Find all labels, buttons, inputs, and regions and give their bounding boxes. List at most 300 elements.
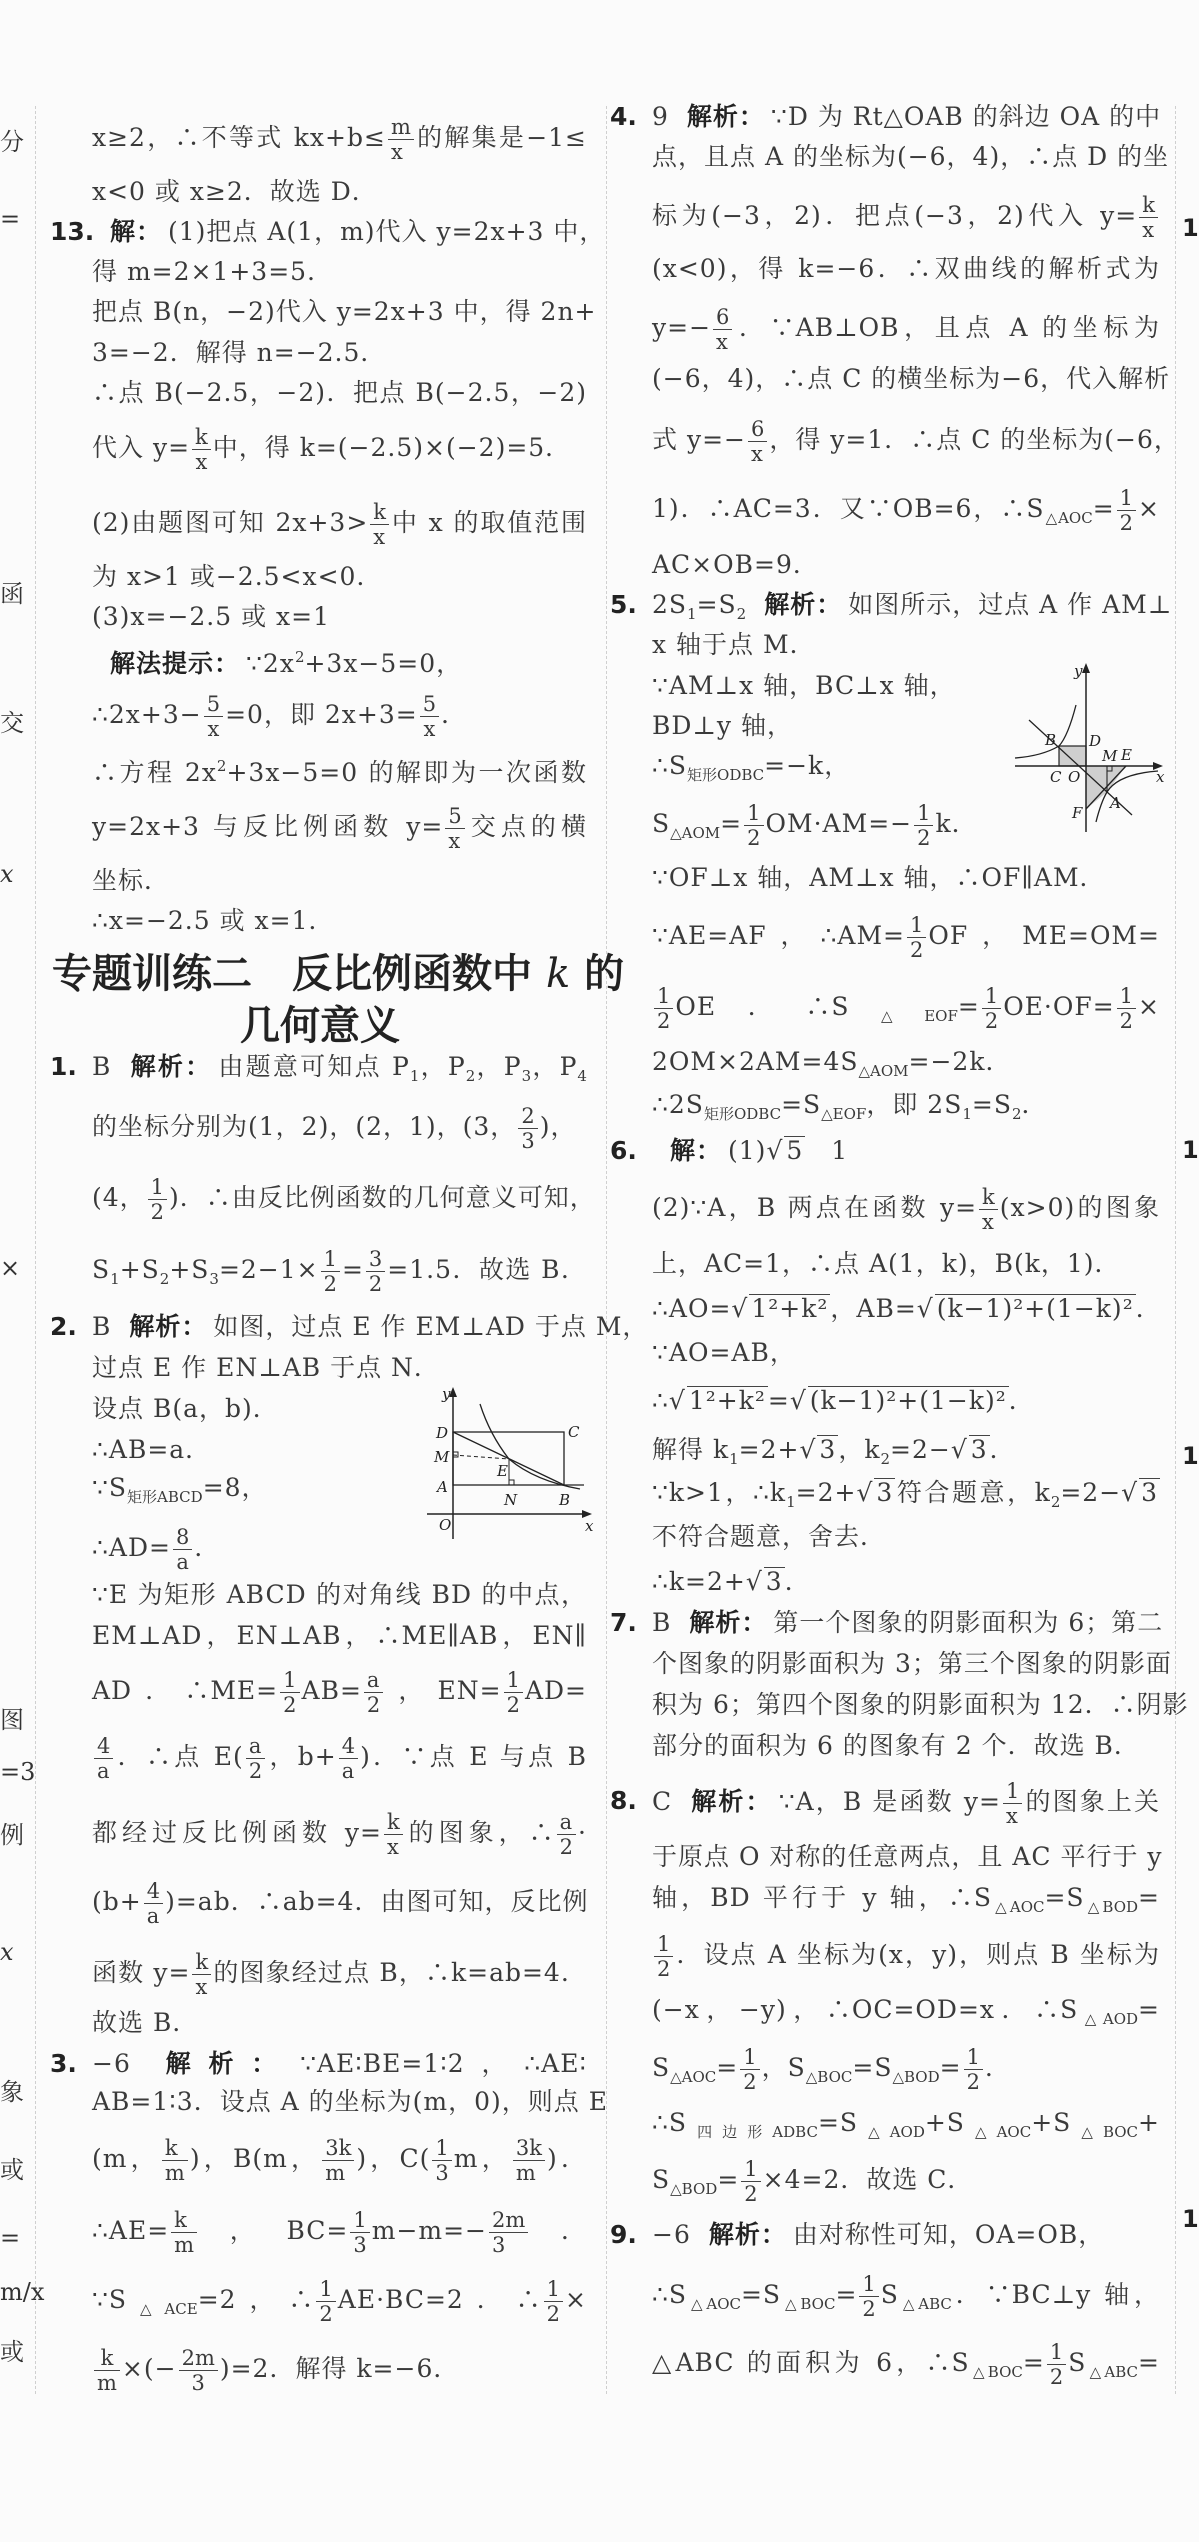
text-line [610,1779,1160,1828]
radical-sign: √ [668,1386,685,1415]
text-run: ． [784,1567,811,1596]
radical-sign: √ [766,1136,783,1165]
text-run: ∴S [652,2108,688,2137]
text-run: S [652,2165,671,2194]
text-run: ．设点 A 坐标为(x，y)，则点 B 坐标为 [675,1940,1160,1969]
text-run: 轴，BD 平行于 y 轴，∴S [652,1883,993,1912]
fraction-denominator: 2 [506,1693,520,1717]
radicand: 3 [970,1435,988,1464]
subscript: △AOD [858,2123,925,2141]
text-run: 第一个图象的阴影面积为 6；第二 [773,1608,1164,1637]
text-run: 2OM×2AM=4S [652,1047,859,1076]
fraction-numerator: k [171,2208,197,2233]
text-run: 标为(−3，2)．把点(−3，2)代入 y= [652,201,1138,230]
square-root [951,1435,990,1464]
fraction [192,425,211,474]
fraction-denominator: 3 [521,1129,535,1153]
fraction [162,2136,188,2185]
text-run: OE·OF= [1003,992,1115,1021]
text-run: ∵E 为矩形 ABCD 的对角线 BD 的中点， [92,1580,587,1609]
margin-fragment-left: 图 [0,1706,24,1734]
text-run: ．∴点 E( [115,1742,244,1771]
fraction-numerator: 5 [420,692,439,717]
fraction-numerator: k [1139,193,1158,218]
fraction-denominator: m [174,2233,195,2257]
text-line [652,1876,1160,1920]
fraction-denominator: x [195,1975,208,1999]
margin-fragment-left: = [0,205,21,233]
analysis-label: 解析： [690,1787,773,1816]
margin-fragment-left: × [0,1254,21,1282]
subscript: 矩形ODBC [687,766,765,784]
text-run: 上，AC=1，∴点 A(1，k)，B(k，1)． [652,1249,1121,1278]
text-run: ∵2x [246,649,295,678]
text-run: = [716,2053,739,2082]
text-run: (2)由题图可知 2x+3> [92,508,369,537]
fraction [384,1810,403,1859]
fraction-denominator: 2 [546,2302,561,2326]
text-run: )， [539,1112,577,1141]
fraction-numerator: 2m [179,2346,218,2371]
fraction-numerator: 1 [1117,984,1136,1009]
text-run: =2− [890,1435,951,1464]
fraction [94,2346,120,2395]
fig2-label-n: N [504,1491,518,1509]
question-number: 8. [610,1786,637,1815]
text-line [652,1515,1160,1559]
text-run: y=− [652,313,712,342]
margin-fragment-left: 象 [0,2078,24,2106]
fig2-label-x: x [585,1517,594,1535]
text-run: = [1138,1995,1160,2024]
analysis-label: 解析： [708,2220,787,2249]
text-run: =S [696,590,737,619]
text-run: =8， [202,1473,268,1502]
fraction-denominator: x [448,829,461,853]
radical-sign: √ [1121,1478,1138,1507]
radicand: 1²+k² [751,1294,829,1323]
subscript: 2 [880,1450,891,1468]
fraction-numerator: 1 [741,2157,760,2182]
text-line [92,2277,587,2326]
text-line [92,1668,587,1717]
fraction [420,692,439,741]
fraction-numerator: 5 [204,692,223,717]
analysis-label: 解析： [129,1052,213,1081]
subscript: △AOM [858,1062,909,1080]
text-run: (x>0)的图象 [999,1193,1160,1222]
fig2-label-m: M [434,1448,450,1466]
text-run: = [720,809,743,838]
text-run: (4， [92,1183,146,1212]
text-run: ，得 y=1．∴点 C 的坐标为(−6， [769,425,1180,454]
subscript: 四边形ADBC [687,2123,818,2141]
text-run: BD⊥y 轴， [652,711,793,740]
subscript: △BOC [1071,2123,1139,2141]
fig2-label-c: C [568,1423,580,1441]
text-run: x 轴于点 M． [652,630,816,659]
fig2-label-y: y [442,1385,451,1403]
fraction-numerator: k [979,1185,998,1210]
fraction [179,2346,218,2395]
section-heading-line1 [52,942,625,999]
fraction [907,913,926,962]
text-run: = [717,2165,740,2194]
fraction-numerator: k [162,2136,188,2161]
heading-k: k [545,951,571,997]
text-run: (x<0)，得 k=−6．∴双曲线的解析式为 [652,254,1160,283]
text-run: ∵D 为 Rt△OAB 的斜边 OA 的中 [770,102,1162,131]
fraction-numerator: a [246,1734,265,1759]
text-line [92,744,587,788]
fraction-denominator: a [146,1904,160,1928]
text-line [92,804,587,853]
fraction-numerator: 1 [1003,1779,1022,1804]
text-run: = [767,1386,790,1415]
text-run: S [92,1255,111,1284]
fraction [246,1734,265,1783]
text-run: 如图，过点 E 作 EM⊥AD 于点 M， [213,1312,649,1341]
subscript: △BOC [805,2068,853,2086]
text-line [92,1175,596,1224]
text-line [92,290,597,334]
text-run: ． [1021,1090,1048,1119]
text-line [652,2045,1160,2094]
fraction-numerator: 1 [148,1175,167,1200]
fraction-numerator: k [94,2346,120,2371]
fraction [914,801,933,850]
text-run: 都经过反比例函数 y= [92,1818,382,1847]
text-line [92,899,587,943]
text-run: =1.5．故选 B． [387,1255,587,1284]
text-line [652,1560,1160,1604]
fraction-numerator: k [192,1950,211,1975]
text-line [610,1601,1164,1645]
text-run: ，AB= [830,1294,917,1323]
margin-fragment-left: 函 [0,580,24,608]
fraction [713,305,732,354]
text-line [610,95,1162,139]
question-number: 3. [50,2049,77,2078]
margin-fragment-left: x [0,860,14,888]
text-run: (3)x=−2.5 或 x=1 [92,602,331,631]
text-run: ． [194,1533,221,1562]
text-line [652,856,1160,900]
text-run: S [652,2053,671,2082]
text-line [50,1305,649,1349]
figure-q2-rectangle-hyperbola [420,1385,595,1545]
text-run: + [1138,2108,1160,2137]
subscript: △AOC [992,1898,1045,1916]
text-line [92,170,587,214]
text-run: (1)把点 A(1，m)代入 y=2x+3 中， [168,217,606,246]
margin-fragment-left: m/x [0,2278,45,2306]
fraction-numerator: 1 [907,913,926,938]
text-run: ． [989,1435,1016,1464]
text-line [652,1083,1160,1127]
heading-text-end: 的 [584,951,625,997]
subscript: △AOM [670,824,721,842]
text-run: m−m=− [371,2216,488,2245]
fig5-label-d: D [1089,732,1102,750]
fraction-denominator: x [750,442,763,466]
subscript: 1 [687,605,697,623]
subscript: △ABC [898,2295,952,2313]
question-number: 7. [610,1608,637,1637]
fraction-denominator: 2 [917,826,931,850]
margin-fragment-left: 或 [0,2338,24,2366]
radicand: 5 [786,1136,804,1165]
text-run: (−x，−y)，∴OC=OD=x．∴S [652,1995,1079,2024]
text-run: ∵OF⊥x 轴，AM⊥x 轴，∴OF∥AM． [652,863,1106,892]
radicand: 3 [876,1478,894,1507]
text-line [652,486,1160,535]
text-line [92,859,587,903]
text-run: 解得 k [652,1435,730,1464]
text-run: ∴S [652,751,688,780]
column-divider-middle [606,106,607,2394]
fraction-denominator: m [325,2161,346,2185]
text-run: 符合题意，k [895,1478,1051,1507]
text-line [652,2272,1160,2321]
subscript: 2 [1011,1105,1022,1123]
text-run: = [1092,494,1115,523]
subscript: △ABC [1086,2363,1139,2381]
fraction-numerator: m [388,115,414,140]
fraction-numerator: 1 [432,2136,451,2161]
text-run: ，P [531,1052,578,1081]
fraction [321,1247,340,1296]
text-line [610,1129,1160,1173]
fraction [316,2277,335,2326]
text-line [92,1614,587,1658]
text-run: B [92,1312,112,1341]
fraction [388,115,414,164]
text-line [92,250,587,294]
text-line [652,193,1160,242]
margin-fragment-right: 1 [1182,214,1199,242]
fraction-denominator: m [97,2371,117,2395]
text-line [652,984,1160,1033]
text-run: ． [441,700,468,729]
fraction [192,1950,211,1999]
fraction [339,1734,358,1783]
text-line [92,2208,587,2257]
fig2-label-b: B [559,1491,571,1509]
analysis-label: 解法提示： [110,649,241,678]
fraction [489,2208,528,2257]
text-line [652,1428,1160,1472]
text-line [652,2340,1160,2389]
fraction [171,2208,197,2257]
fraction [1003,1779,1022,1828]
fraction-numerator: 1 [350,2208,369,2233]
question-number: 13. [50,217,95,246]
fraction-numerator: 1 [859,2272,878,2297]
fraction-numerator: 1 [654,984,673,1009]
text-run: −6 [652,2220,691,2249]
fraction [654,1932,673,1981]
text-line [92,371,587,415]
text-run: ∴S [652,2280,688,2309]
fraction-denominator: m [515,2161,536,2185]
fraction-numerator: 1 [964,2045,983,2070]
fraction-numerator: 4 [94,1734,113,1759]
text-run: OM·AM=− [765,809,913,838]
square-root [790,1386,1009,1415]
fraction [370,500,389,549]
fraction-denominator: 2 [150,1200,165,1224]
text-run: 不符合题意，舍去． [652,1522,887,1551]
text-run: 为 x>1 或−2.5<x<0． [92,562,383,591]
fraction-denominator: a [97,1759,110,1783]
text-line [92,692,587,741]
text-run: ．∵BC⊥y 轴， [951,2280,1160,2309]
question-number: 9. [610,2220,637,2249]
text-run: · [578,1818,587,1847]
text-run: 3=−2．解得 n=−2.5． [92,338,387,367]
fraction-numerator: a [557,1810,576,1835]
fraction-numerator: 6 [713,305,732,330]
text-run: 如图所示，过点 A 作 AM⊥ [848,590,1173,619]
subscript: △AOC [670,2068,717,2086]
fraction [557,1810,576,1859]
subscript: 2 [736,605,747,623]
text-line [92,595,587,639]
fraction-denominator: 2 [657,1009,671,1033]
fraction-numerator: 1 [740,2045,759,2070]
fig5-label-m: M [1102,747,1118,765]
text-run: +S [924,2108,965,2137]
text-run: ，P [419,1052,466,1081]
fig5-label-o: O [1068,768,1081,786]
text-run: ．∵AB⊥OB，且点 A 的坐标为 [734,313,1160,342]
text-line [652,1835,1163,1879]
margin-fragment-right: 1 [1182,2205,1199,2233]
text-run: 的图象上关 [1024,1787,1160,1816]
fraction [144,1879,163,1928]
text-run: x<0 或 x≥2．故选 D． [92,177,378,206]
square-root [799,1435,838,1464]
fraction-numerator: a [364,1668,383,1693]
text-run: )=2．解得 k=−6． [219,2354,460,2383]
subscript: 1 [409,1067,420,1085]
text-run: B [652,1608,672,1637]
radical-sign: √ [745,1567,762,1596]
fraction-numerator: k [384,1810,403,1835]
text-run: ∵A，B 是函数 y= [778,1787,1001,1816]
square-root [917,1294,1136,1323]
text-run: )．∴由反比例函数的几何意义可知， [169,1183,596,1212]
text-run: = [1022,2348,1045,2377]
fraction-denominator: 2 [283,1693,297,1717]
subscript: 1 [729,1450,739,1468]
text-run: 把点 B(n，−2)代入 y=2x+3 中，得 2n+ [92,297,597,326]
column-divider-left [35,106,36,2394]
text-line [652,1471,1160,1515]
text-run: +S [169,1255,210,1284]
text-run: ∵k>1，∴k [652,1478,787,1507]
text-run: (2)∵A，B 两点在函数 y= [652,1193,978,1222]
fraction [94,1734,113,1783]
text-run: =S [971,1090,1012,1119]
square-root [746,1567,785,1596]
superscript: 2 [294,648,305,666]
text-run: AB= [301,1676,362,1705]
subscript: 2 [1050,1493,1061,1511]
text-line [92,1879,589,1928]
text-run: +3x−5=0 的解即为一次函数 [226,758,588,787]
analysis-label: 解： [110,217,163,246]
fraction-numerator: 1 [914,801,933,826]
text-run: AE·BC=2．∴ [337,2285,542,2314]
text-run: ，EN= [385,1676,502,1705]
text-line [652,1932,1160,1981]
subscript: △BOC [969,2363,1023,2381]
text-run: = [957,992,980,1021]
fraction [366,1247,385,1296]
fraction-denominator: x [716,330,728,354]
text-run: ×4=2．故选 C． [762,2165,974,2194]
fraction [964,2045,983,2094]
text-run: OE．∴S [675,992,850,1021]
text-line [652,2157,1160,2206]
fraction-denominator: 3 [435,2161,449,2185]
fig5-label-y: y [1074,662,1083,680]
text-run: 1)．∴AC=3．又∵OB=6，∴S [652,494,1045,523]
fraction-denominator: 2 [1049,2365,1064,2389]
text-line [652,1683,1189,1727]
text-run: ∴AO= [652,1294,732,1323]
fraction [445,804,464,853]
text-run: × [1138,494,1160,523]
fraction-numerator: 1 [1047,2340,1066,2365]
square-root [669,1386,768,1415]
text-run: (m， [92,2144,160,2173]
text-run: 交点的横 [466,812,587,841]
subscript: △AOD [1078,2010,1139,2028]
text-run: )．∵点 E 与点 B [360,1742,587,1771]
radical-sign: √ [731,1294,748,1323]
text-run: ∴AB=a． [92,1435,212,1464]
fraction-denominator: x [373,525,386,549]
margin-fragment-left: =3 [0,1758,36,1786]
text-run: 部分的面积为 6 的图象有 2 个．故选 B． [652,1731,1140,1760]
text-run: ，S [761,2053,806,2082]
fraction [432,2136,451,2185]
text-line [652,913,1160,962]
text-run: 9 [652,102,669,131]
text-run: =−k， [764,751,851,780]
radical-sign: √ [799,1435,816,1464]
fraction [350,2208,369,2257]
fig5-label-f: F [1072,804,1083,822]
text-run: −6 [92,2049,131,2078]
text-line [92,1104,587,1153]
subscript: △EOF [849,1007,958,1025]
fraction-numerator: 8 [173,1525,192,1550]
text-line [652,1331,1160,1375]
fraction-denominator: 3 [191,2371,205,2395]
margin-fragment-right: 1 [1182,1136,1199,1164]
text-line [92,115,588,164]
text-run: ． [1008,1386,1035,1415]
fraction-numerator: 4 [144,1879,163,1904]
text-run: )． [547,2144,587,2173]
fraction-denominator: x [386,1835,399,1859]
text-line [92,331,587,375]
fraction-denominator: 2 [1119,1009,1134,1033]
